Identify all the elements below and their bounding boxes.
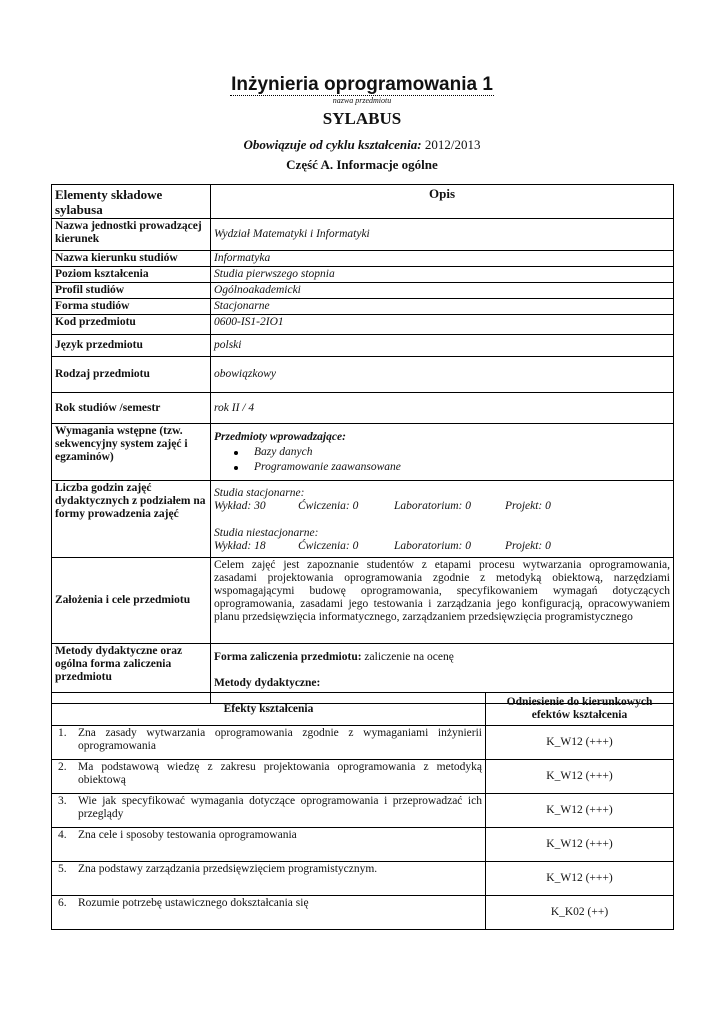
hours-label: Liczba godzin zajęć dydaktycznych z podziałem na formy prowadzenia zajęć <box>52 481 211 558</box>
outcome-reference: K_W12 (+++) <box>486 760 674 794</box>
outcome-text: Rozumie potrzebę ustawicznego dokształcania się <box>78 897 309 909</box>
project-hours: Projekt: 0 <box>505 540 551 552</box>
part-title: Część A. Informacje ogólne <box>286 157 438 172</box>
hours-value <box>211 481 674 558</box>
outcome-reference: K_W12 (+++) <box>486 828 674 862</box>
info-label: Poziom kształcenia <box>52 267 211 283</box>
requirements-heading: Przedmioty wprowadzające: <box>214 431 346 443</box>
outcome-number: 2. <box>58 761 67 773</box>
info-label: Rok studiów /semestr <box>52 393 211 424</box>
info-label: Nazwa kierunku studiów <box>52 251 211 267</box>
table-row <box>52 896 674 930</box>
outcome-cell <box>52 794 486 828</box>
table-row <box>52 760 674 794</box>
nonstationary-hours <box>214 540 670 553</box>
outcome-cell <box>52 862 486 896</box>
subject-name: Inżynieria oprogramowania 1 <box>231 74 493 95</box>
table-row <box>52 794 674 828</box>
exercise-hours: Ćwiczenia: 0 <box>298 540 359 552</box>
requirements-list <box>214 445 670 475</box>
info-label: Kod przedmiotu <box>52 315 211 335</box>
outcome-reference: K_W12 (+++) <box>486 794 674 828</box>
cycle-label: Obowiązuje od cyklu kształcenia: <box>243 137 422 152</box>
learning-outcomes-table <box>51 692 674 930</box>
outcome-text: Zna cele i sposoby testowania oprogramowania <box>78 829 297 841</box>
requirements-value <box>211 424 674 481</box>
info-row <box>52 219 674 251</box>
outcome-number: 6. <box>58 897 67 909</box>
info-row <box>52 335 674 357</box>
goals-label: Założenia i cele przedmiotu <box>52 558 211 644</box>
stationary-title: Studia stacjonarne: <box>214 487 305 499</box>
outcome-text: Zna podstawy zarządzania przedsięwzięciem programistycznym. <box>78 863 378 875</box>
info-label: Profil studiów <box>52 283 211 299</box>
lab-hours: Laboratorium: 0 <box>394 540 471 552</box>
outcome-text: Zna zasady wytwarzania oprogramowania zgodnie z wymaganiami inżynierii oprogramowania <box>78 727 482 752</box>
info-row <box>52 267 674 283</box>
info-row <box>52 393 674 424</box>
goals-text: Celem zajęć jest zapoznanie studentów z etapami procesu wytwarzania oprogramowania, zasadami projektowania oprogramowania zgodnie z metodyką obiektową, narzędziami wspomagającymi budowę oprogramowania, specyfikowaniem wymagań dotyczących oprogramowania, zasadami jego testowania i zarządzania jego konfiguracją, opracowywaniem planu przedsięwzięcia informatycznego, zarządzaniem przedsięwzięcia programistycznego <box>211 558 674 644</box>
info-value: Ogólnoakademicki <box>211 283 674 299</box>
outcome-number: 4. <box>58 829 67 841</box>
outcome-reference: K_K02 (++) <box>486 896 674 930</box>
cycle-value: 2012/2013 <box>424 137 481 152</box>
info-value: obowiązkowy <box>211 357 674 393</box>
assessment-form <box>214 645 670 664</box>
info-row <box>52 283 674 299</box>
info-row <box>52 299 674 315</box>
lab-hours: Laboratorium: 0 <box>394 500 471 512</box>
cycle-line <box>0 137 724 153</box>
info-value: Informatyka <box>211 251 674 267</box>
project-hours: Projekt: 0 <box>505 500 551 512</box>
general-info-table <box>51 184 674 704</box>
requirements-row <box>52 424 674 481</box>
list-item: Bazy danych <box>254 445 670 460</box>
goals-row <box>52 558 674 644</box>
outcome-reference: K_W12 (+++) <box>486 726 674 760</box>
info-value: polski <box>211 335 674 357</box>
requirements-label: Wymagania wstępne (tzw. sekwencyjny system zajęć i egzaminów) <box>52 424 211 481</box>
outcome-cell <box>52 726 486 760</box>
info-row <box>52 315 674 335</box>
methods-label: Metody dydaktyczne oraz ogólna forma zaliczenia przedmiotu <box>52 644 211 704</box>
outcome-number: 3. <box>58 795 67 807</box>
lecture-hours: Wykład: 30 <box>214 500 266 512</box>
col-header-opis: Opis <box>211 185 674 219</box>
lecture-hours: Wykład: 18 <box>214 540 266 552</box>
info-row <box>52 251 674 267</box>
exercise-hours: Ćwiczenia: 0 <box>298 500 359 512</box>
col-header-reference: Odniesienie do kierunkowych efektów kształcenia <box>486 693 674 726</box>
info-value: 0600-IS1-2IO1 <box>211 315 674 335</box>
info-value: rok II / 4 <box>211 393 674 424</box>
table-row <box>52 828 674 862</box>
outcome-number: 5. <box>58 863 67 875</box>
info-label: Nazwa jednostki prowadzącej kierunek <box>52 219 211 251</box>
methods-heading: Metody dydaktyczne: <box>214 677 321 689</box>
info-label: Forma studiów <box>52 299 211 315</box>
stationary-hours <box>214 500 670 513</box>
assessment-form-label: Forma zaliczenia przedmiotu: <box>214 651 362 663</box>
col-header-outcomes: Efekty kształcenia <box>52 693 486 726</box>
info-value: Stacjonarne <box>211 299 674 315</box>
info-header-row <box>52 185 674 219</box>
outcome-reference: K_W12 (+++) <box>486 862 674 896</box>
outcome-cell <box>52 760 486 794</box>
outcomes-header-row <box>52 693 674 726</box>
outcome-cell <box>52 828 486 862</box>
outcome-number: 1. <box>58 727 67 739</box>
outcome-text: Wie jak specyfikować wymagania dotyczące oprogramowania i przeprowadzać ich przeglądy <box>78 795 482 820</box>
subject-caption: nazwa przedmiotu <box>332 96 392 105</box>
list-item: Programowanie zaawansowane <box>254 460 670 475</box>
hours-row <box>52 481 674 558</box>
nonstationary-title: Studia niestacjonarne: <box>214 527 319 539</box>
info-row <box>52 357 674 393</box>
table-row <box>52 862 674 896</box>
assessment-form-value: zaliczenie na ocenę <box>364 651 454 663</box>
outcome-text: Ma podstawową wiedzę z zakresu projektowania oprogramowania z metodyką obiektową <box>78 761 482 786</box>
info-value: Studia pierwszego stopnia <box>211 267 674 283</box>
document-title: SYLABUS <box>322 109 402 128</box>
info-value: Wydział Matematyki i Informatyki <box>211 219 674 251</box>
info-label: Język przedmiotu <box>52 335 211 357</box>
outcome-cell <box>52 896 486 930</box>
info-label: Rodzaj przedmiotu <box>52 357 211 393</box>
col-header-elements: Elementy składowe sylabusa <box>52 185 211 219</box>
table-row <box>52 726 674 760</box>
